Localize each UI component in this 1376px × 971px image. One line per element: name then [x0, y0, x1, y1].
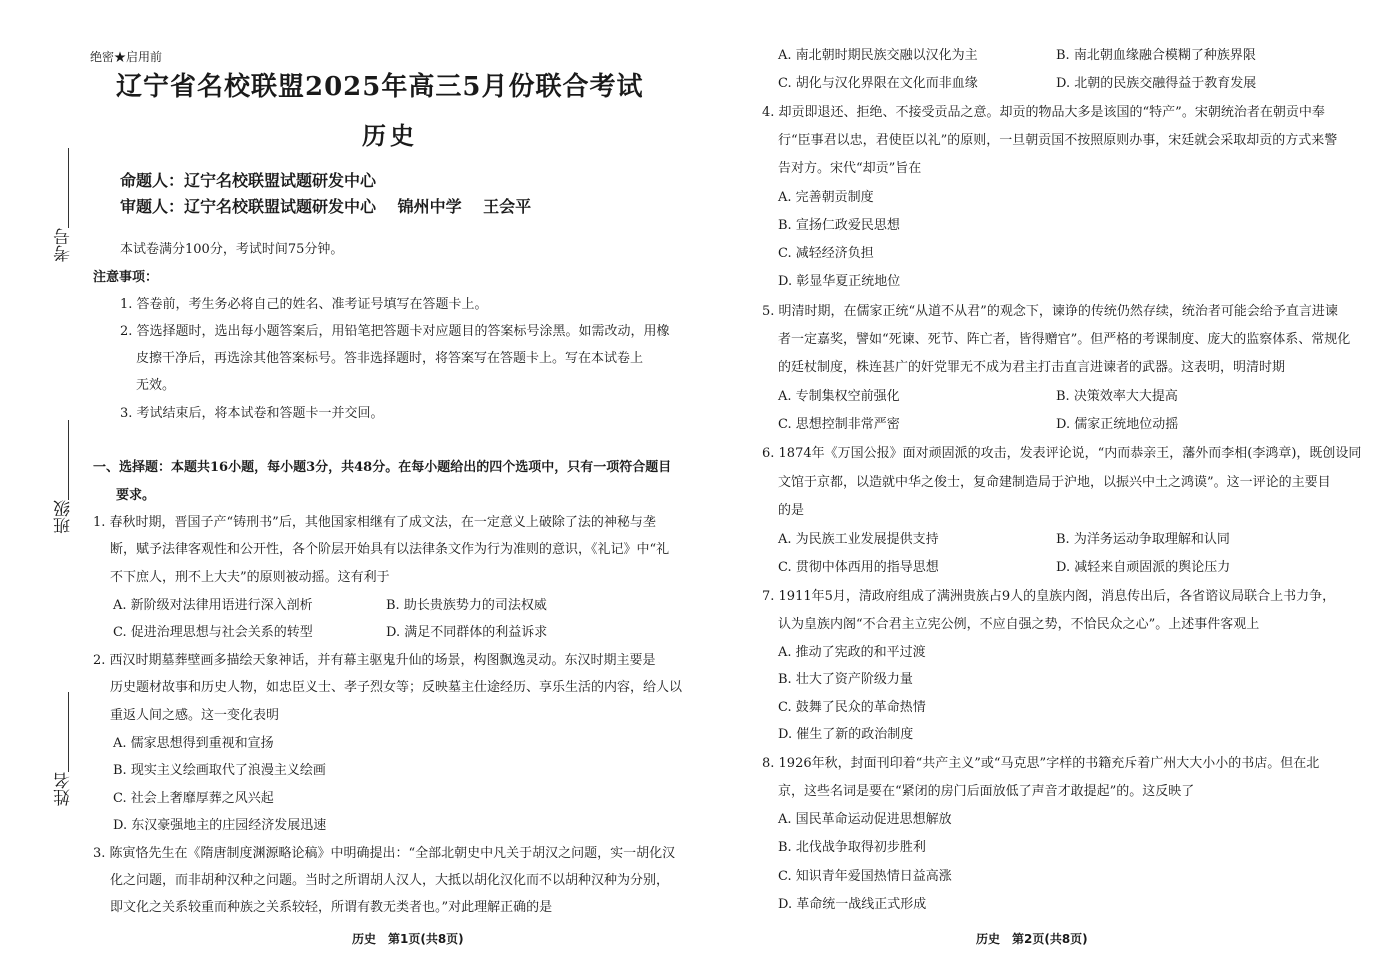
q4-stem: 告对方。宋代“却贡”旨在	[778, 161, 922, 176]
q4-stem: 行“臣事君以忠，君使臣以礼”的原则，一旦朝贡国不按照原则办事，宋廷就会采取却贡的方式来警	[778, 133, 1338, 148]
q3-option-a: A. 南北朝时期民族交融以汉化为主	[778, 48, 978, 63]
q4-option-a: A. 完善朝贡制度	[778, 190, 874, 205]
class-label: 班级	[53, 500, 74, 534]
reviewer-line: 审题人：辽宁名校联盟试题研发中心 锦州中学 王会平	[120, 197, 532, 216]
q7-option-d: D. 催生了新的政治制度	[778, 727, 914, 742]
q7-option-b: B. 壮大了资产阶级力量	[778, 672, 913, 687]
confidential-mark: 绝密★启用前	[90, 50, 163, 64]
q4-option-b: B. 宣扬仁政爱民思想	[778, 218, 900, 233]
q2-option-d: D. 东汉豪强地主的庄园经济发展迅速	[113, 818, 327, 833]
subject-title: 历史	[362, 121, 418, 150]
q3-option-c: C. 胡化与汉化界限在文化而非血缘	[778, 76, 978, 91]
name-label: 姓名	[53, 772, 74, 806]
q1-option-c: C. 促进治理思想与社会关系的转型	[113, 625, 313, 640]
notice-line: 皮擦干净后，再选涂其他答案标号。答非选择题时，将答案写在答题卡上。写在本试卷上	[136, 351, 644, 366]
q5-option-b: B. 决策效率大大提高	[1056, 389, 1178, 404]
q7-option-a: A. 推动了宪政的和平过渡	[778, 645, 926, 660]
q2-stem: 重返人间之感。这一变化表明	[110, 708, 280, 723]
notice-line: 3. 考试结束后，将本试卷和答题卡一并交回。	[120, 406, 384, 421]
q2-option-a: A. 儒家思想得到重视和宣扬	[113, 736, 274, 751]
q7-option-c: C. 鼓舞了民众的革命热情	[778, 700, 926, 715]
name-field	[46, 692, 80, 806]
q6-option-d: D. 减轻来自顽固派的舆论压力	[1056, 560, 1231, 575]
q3-stem: 即文化之关系较重而种族之关系较轻，所谓有教无类者也。”对此理解正确的是	[110, 900, 553, 915]
exam-number-field	[46, 148, 80, 262]
q8-option-b: B. 北伐战争取得初步胜利	[778, 840, 926, 855]
exam-page-2	[690, 0, 1376, 971]
q1-option-d: D. 满足不同群体的利益诉求	[386, 625, 548, 640]
q5-stem: 5. 明清时期，在儒家正统“从道不从君”的观念下，谏诤的传统仍然存续，统治者可能会给予直言进谏	[762, 304, 1338, 319]
q2-stem: 历史题材故事和历史人物，如忠臣义士、孝子烈女等；反映墓主仕途经历、享乐生活的内容，给人以	[110, 680, 683, 695]
q4-option-d: D. 彰显华夏正统地位	[778, 274, 901, 289]
q8-option-d: D. 革命统一战线正式形成	[778, 897, 927, 912]
page-footer: 历史 第1页(共8页)	[352, 932, 464, 946]
q8-stem: 8. 1926年秋，封面刊印着“共产主义”或“马克思”字样的书籍充斥着广州大大小小的书店。但在北	[762, 756, 1320, 771]
q7-stem: 7. 1911年5月，清政府组成了满洲贵族占9人的皇族内阁，消息传出后，各省谘议局联合上书力争，	[762, 589, 1336, 604]
notice-title: 注意事项：	[93, 270, 159, 285]
page-footer: 历史 第2页(共8页)	[976, 932, 1088, 946]
q4-option-c: C. 减轻经济负担	[778, 246, 874, 261]
q6-stem: 6. 1874年《万国公报》面对顽固派的攻击，发表评论说，“内而恭亲王，藩外而李相(李鸿章)，既创设同	[762, 446, 1362, 461]
exam-title: 辽宁省名校联盟2025年高三5月份联合考试	[116, 72, 644, 102]
q8-option-c: C. 知识青年爱国热情日益高涨	[778, 869, 952, 884]
q6-stem: 文馆于京都，以造就中华之俊士，复命建制造局于沪地，以振兴中土之鸿谟”。这一评论的主要目	[778, 475, 1331, 490]
q5-stem: 者一定嘉奖，譬如“死谏、死节、阵亡者，皆得赠官”。但严格的考课制度、庞大的监察体系、常规化	[778, 332, 1351, 347]
q1-option-a: A. 新阶级对法律用语进行深入剖析	[113, 598, 313, 613]
author-line: 命题人：辽宁名校联盟试题研发中心	[120, 171, 377, 190]
q7-stem: 认为皇族内阁“不合君主立宪公例，不应自强之势，不恰民众之心”。上述事件客观上	[778, 617, 1260, 632]
q5-stem: 的廷杖制度，株连甚广的奸党罪无不成为君主打击直言进谏者的武器。这表明，明清时期	[778, 360, 1286, 375]
class-field	[46, 420, 80, 534]
notice-line: 无效。	[136, 378, 176, 393]
q6-option-b: B. 为洋务运动争取理解和认同	[1056, 532, 1230, 547]
q1-option-b: B. 助长贵族势力的司法权威	[386, 598, 547, 613]
q3-stem: 3. 陈寅恪先生在《隋唐制度渊源略论稿》中明确提出：“全部北朝史中凡关于胡汉之问题，实一胡化汉	[93, 846, 676, 861]
score-note: 本试卷满分100分，考试时间75分钟。	[120, 242, 344, 257]
q2-stem: 2. 西汉时期墓葬壁画多描绘天象神话，并有幕主驱鬼升仙的场景，构图飘逸灵动。东汉时期主要是	[93, 653, 656, 668]
q8-stem: 京，这些名词是要在“紧闭的房门后面放低了声音才敢提起”的。这反映了	[778, 784, 1195, 799]
q8-option-a: A. 国民革命运动促进思想解放	[778, 812, 952, 827]
section-heading: 一、选择题：本题共16小题，每小题3分，共48分。在每小题给出的四个选项中，只有一项符合题目	[93, 460, 672, 475]
q6-option-c: C. 贯彻中体西用的指导思想	[778, 560, 939, 575]
q3-option-b: B. 南北朝血缘融合模糊了种族界限	[1056, 48, 1256, 63]
q5-option-a: A. 专制集权空前强化	[778, 389, 900, 404]
q5-option-c: C. 思想控制非常严密	[778, 417, 900, 432]
q6-option-a: A. 为民族工业发展提供支持	[778, 532, 939, 547]
section-heading: 要求。	[116, 488, 156, 503]
q5-option-d: D. 儒家正统地位动摇	[1056, 417, 1179, 432]
q2-option-b: B. 现实主义绘画取代了浪漫主义绘画	[113, 763, 326, 778]
q3-stem: 化之问题，而非胡种汉种之问题。当时之所谓胡人汉人，大抵以胡化汉化而不以胡种汉种为分别，	[110, 873, 670, 888]
notice-line: 1. 答卷前，考生务必将自己的姓名、准考证号填写在答题卡上。	[120, 297, 488, 312]
q1-stem: 1. 春秋时期，晋国子产“铸刑书”后，其他国家相继有了成文法，在一定意义上破除了法的神秘与垄	[93, 515, 656, 530]
q3-option-d: D. 北朝的民族交融得益于教育发展	[1056, 76, 1257, 91]
notice-line: 2. 答选择题时，选出每小题答案后，用铅笔把答题卡对应题目的答案标号涂黑。如需改动，用橡	[120, 324, 670, 339]
q1-stem: 不下庶人，刑不上大夫”的原则被动摇。这有利于	[110, 570, 390, 585]
exam-number-label: 考号	[53, 228, 74, 262]
q2-option-c: C. 社会上奢靡厚葬之风兴起	[113, 791, 274, 806]
q4-stem: 4. 却贡即退还、拒绝、不接受贡品之意。却贡的物品大多是该国的“特产”。宋朝统治者在朝贡中奉	[762, 105, 1325, 120]
q6-stem: 的是	[778, 503, 805, 518]
q1-stem: 断，赋予法律客观性和公开性，各个阶层开始具有以法律条文作为行为准则的意识，《礼记》中“礼	[110, 542, 670, 557]
